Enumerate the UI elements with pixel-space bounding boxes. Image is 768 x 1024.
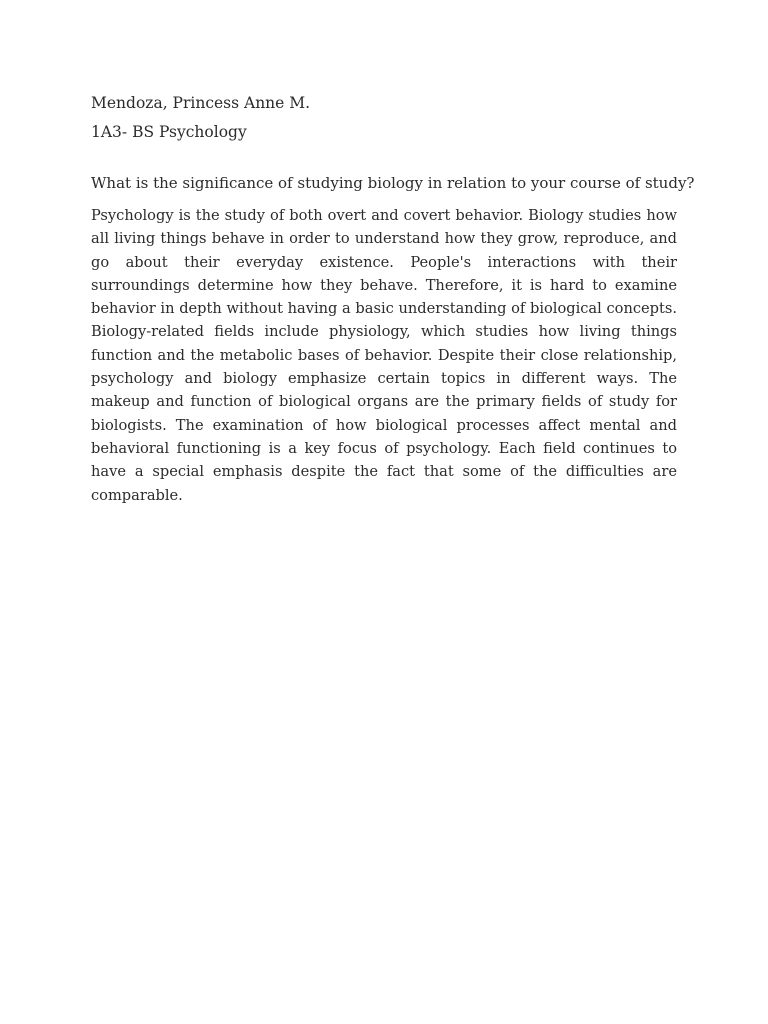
answer-paragraph: Psychology is the study of both overt and covert behavior. Biology studies how all living things behave in order to understand how they grow, reproduce, and go about their everyday existence. People's interactions with their surroundings determine how they behave. Therefore, it is hard to examine behavior in depth without having a basic understanding of biological concepts. Biology-related fields include physiology, which studies how living things function and the metabolic bases of behavior. Despite their close relationship, psychology and biology emphasize certain topics in different ways. The makeup and function of biological organs are the primary fields of study for biologists. The examination of how biological processes affect mental and behavioral functioning is a key focus of psychology. Each field continues to have a special emphasis despite the fact that some of the difficulties are comparable. bbox=[91, 207, 677, 504]
author-name: Mendoza, Princess Anne M. bbox=[91, 94, 311, 112]
course-section: 1A3- BS Psychology bbox=[91, 123, 247, 141]
question-text: What is the significance of studying biology in relation to your course of study? bbox=[91, 174, 695, 192]
document-page bbox=[91, 92, 695, 507]
